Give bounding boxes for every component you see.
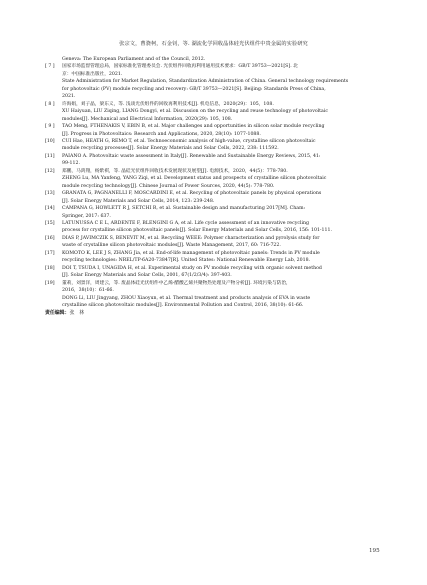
reference-line: DOI T, TSUDA I, UNAGIDA H, et al. Experimental study on PV module recycling with organic solvent method <box>62 265 322 271</box>
reference-entry <box>45 153 383 168</box>
reference-number: [18] <box>45 265 55 271</box>
reference-number: [19] <box>45 280 55 286</box>
reference-entry <box>45 63 383 100</box>
reference-line: crystalline silicon photovoltaic modules[J]. Environmental Pollution and Control, 2016, 38(10): 61-66. <box>62 302 304 308</box>
reference-line: State Administration for Market Regulation, Standardization Administration of China. General technology requirements <box>62 79 349 85</box>
reference-number: [12] <box>45 168 55 174</box>
reference-line: PAIANO A. Photovoltaic waste assessment in Italy[J]. Renewable and Sustainable Energy Reviews, 2015, 41: <box>62 153 321 159</box>
reference-number: [16] <box>45 235 55 241</box>
reference-line: modules[J]. Mechanical and Electrical Information, 2020(29): 105, 108. <box>62 116 233 122</box>
editor-name: 张 林 <box>69 309 85 316</box>
reference-entry <box>45 205 383 220</box>
reference-entry <box>45 280 383 310</box>
reference-text <box>62 250 383 265</box>
reference-line: Geneva: The European Parliament and of the Council, 2012. <box>62 57 206 62</box>
reference-text <box>62 153 383 168</box>
reference-line: Springer, 2017: 637. <box>62 213 111 219</box>
responsible-editor <box>45 310 383 317</box>
reference-text <box>62 168 383 190</box>
reference-entry <box>45 265 383 280</box>
reference-text <box>62 220 383 235</box>
reference-entry <box>45 123 383 138</box>
reference-entry <box>45 235 383 250</box>
reference-text <box>62 101 383 123</box>
reference-line: 99-112. <box>62 161 80 167</box>
reference-number: [11] <box>45 153 55 159</box>
reference-line: TAO Meng, FTHENAKIS V, EBIN B, et al. Major challenges and opportunities in silicon solar module recycling <box>62 124 325 130</box>
reference-number: [10] <box>45 138 55 144</box>
reference-entry <box>45 250 383 265</box>
reference-list <box>45 56 383 317</box>
reference-line: recycling technologies: NREL/TP-6A20-73847[R]. United States: National Renewable Energy Lab, 2018. <box>62 258 311 264</box>
reference-line: waste of crystalline silicon photovoltaic modules[J]. Waste Management, 2017, 60: 716-722. <box>62 243 281 249</box>
reference-line: module recycling processes[J]. Solar Energy Materials and Solar Cells, 2022, 238: 111592. <box>62 146 279 152</box>
reference-entry <box>45 138 383 153</box>
reference-number: [ 8 ] <box>45 101 55 107</box>
reference-line: 京：中国标准出版社，2021. <box>62 71 123 77</box>
reference-text <box>62 138 383 153</box>
reference-entry <box>45 56 383 63</box>
reference-line: for photovoltaic (PV) module recycling and recovery: GB/T 39753—2021[S]. Beijing: Standards Press of China, <box>62 86 326 92</box>
reference-number: [17] <box>45 250 55 256</box>
reference-line: 许海娟，刘子晶，梁东义，等. 浅谈光伏组件的回收再利用技术[J]. 机电信息，2020(29)：105，108. <box>62 101 274 107</box>
reference-line: 董莉，刘景洋，周建云，等. 废晶体硅光伏组件中乙烯-醋酸乙烯共聚物热处理及产物分析[J]. 环境污染与防治， <box>62 280 291 286</box>
reference-text <box>62 190 383 205</box>
reference-number: [ 9 ] <box>45 124 55 130</box>
reference-number: [14] <box>45 206 55 212</box>
running-header: 张宗文，曹骁柯，石金钊，等. 湖流化学回收晶体硅光伏组件中贵金属的实验研究 <box>119 41 308 47</box>
reference-line: DIAS P, JAVIMCZIK S, BENEVIT M, et al. Recycling WEEE: Polymer characterization and pyrolysis study for <box>62 235 320 241</box>
reference-line: KOMOTO K, LEE J S, ZHANG Jia, et al. End-of-life management of photovoltaic panels: Trends in PV module <box>62 250 320 256</box>
reference-line: LATUNUSSA C E L, ARDENTE F, BLENGINI G A, et al. Life cycle assessment of an innovative recycling <box>62 220 309 226</box>
reference-line: [J]. Progress in Photovoltaics: Research and Applications, 2020, 28(10): 1077-1088. <box>62 131 261 137</box>
editor-label: 责任编辑： <box>45 309 70 316</box>
reference-line: DONG Li, LIU Jingyang, ZHOU Xiaoyun, et al. Thermal treatment and products analysis of EVA in waste <box>62 295 311 301</box>
reference-line: 2016，38(10)：61-66. <box>62 288 114 294</box>
reference-number: [13] <box>45 191 55 197</box>
reference-number: [ 7 ] <box>45 64 55 70</box>
reference-line: XU Haiyuan, LIU Ziqing, LIANG Dongyi, et al. Discussion on the recycling and reuse technology of photovoltaic <box>62 109 328 115</box>
page-number: 195 <box>369 548 380 554</box>
reference-line: 郑鹏，马鸿翔，杨紫祺，等. 晶硅光伏组件回收技术发展现状及展望[J]. 电源技术，2020，44(5)：778-780. <box>62 168 288 174</box>
reference-entry <box>45 168 383 190</box>
reference-line: 国家市场监督管理总局，国家标准化管理委员会. 光伏组件回收再利用通用技术要求：GB/T 39753—2021[S]. 北 <box>62 64 298 70</box>
reference-line: ZHENG Lu, MA Yanfeng, YANG Ziqi, et al. Development status and prospects of crystalline silicon photovoltaic <box>62 176 327 182</box>
reference-line: 2021. <box>62 94 76 100</box>
reference-text <box>62 265 383 280</box>
reference-line: process for crystalline silicon photovoltaic panels[J]. Solar Energy Materials and Solar Cells, 2016, 156: 101-111. <box>62 228 332 234</box>
reference-text <box>62 56 383 63</box>
reference-line: CUI Hao, HEATH G, REMO T, et al. Technoeconomic analysis of high-value, crystalline silicon photovoltaic <box>62 138 316 144</box>
reference-entry <box>45 190 383 205</box>
reference-line: module recycling technology[J]. Chinese Journal of Power Sources, 2020, 44(5): 778-780. <box>62 183 275 189</box>
reference-entry <box>45 101 383 123</box>
reference-text <box>62 280 383 310</box>
reference-text <box>62 123 383 138</box>
reference-text <box>62 205 383 220</box>
reference-text <box>62 63 383 100</box>
reference-line: [J]. Solar Energy Materials and Solar Cells, 2001, 67(1/2/3/4): 397-403. <box>62 273 232 279</box>
reference-entry <box>45 220 383 235</box>
reference-line: [J]. Solar Energy Materials and Solar Cells, 2014, 123: 239-248. <box>62 198 215 204</box>
reference-number: [15] <box>45 220 55 226</box>
reference-number <box>45 56 62 63</box>
reference-line: CAMPANA G, HOWLETT R J, SETCHI R, et al. Sustainable design and manufacturing 2017[M]. Cham: <box>62 206 306 212</box>
reference-line: GRANATA G, PAGNANELLI F, MOSCARDINI E, et al. Recycling of photovoltaic panels by physical operations <box>62 191 322 197</box>
reference-text <box>62 235 383 250</box>
